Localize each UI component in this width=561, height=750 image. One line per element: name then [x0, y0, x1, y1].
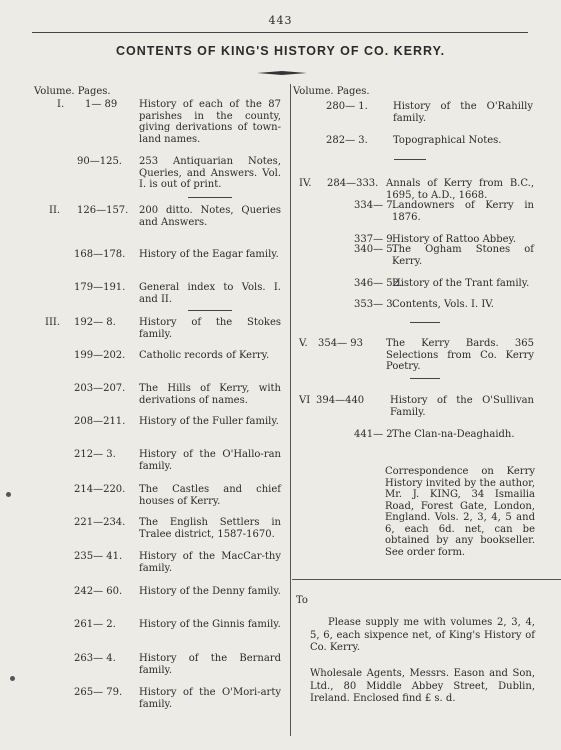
section-divider [394, 159, 426, 160]
entry-description: Annals of Kerry from B.C., 1695, to A.D., 1668. [386, 178, 534, 201]
entry-description: History of the Eagar family. [139, 249, 279, 260]
entry-description: History of the MacCar-thy family. [139, 551, 281, 574]
page-title: CONTENTS OF KING'S HISTORY OF CO. KERRY. [115, 44, 446, 58]
entry-pages: 90—125. [77, 156, 122, 167]
entry-pages: 265— 79. [74, 687, 123, 698]
binding-hole [6, 492, 11, 497]
entry-pages: 126—157. [77, 205, 129, 216]
entry-pages: 394—440 [316, 395, 365, 406]
header-rule [32, 32, 528, 33]
entry-pages: 212— 3. [74, 449, 116, 460]
entry-pages: 235— 41. [74, 551, 123, 562]
page-number: 443 [268, 14, 293, 27]
entry-description: Contents, Vols. I. IV. [392, 299, 494, 310]
right-column-header: Volume. Pages. [293, 86, 370, 97]
entry-description: History of the Ginnis family. [139, 619, 281, 630]
entry-pages: 334— 7. [354, 200, 396, 211]
volume-label: I. [57, 99, 65, 110]
entry-pages: 340— 5. [354, 244, 396, 255]
entry-description: History of the Fuller family. [139, 416, 279, 427]
entry-pages: 284—333. [327, 178, 379, 189]
entry-description: Topographical Notes. [393, 135, 502, 146]
entry-pages: 1— 89 [85, 99, 118, 110]
correspondence-notice: Correspondence on Kerry History invited by the author, Mr. J. KING, 34 Ismailia Road, Forest Gate, London, England. Vols. 2, 3, 4, 5 and 6, each 6d. net, can be obtained by any bookseller. See order form. [385, 466, 535, 558]
entry-description: Catholic records of Kerry. [139, 350, 270, 361]
entry-pages: 203—207. [74, 383, 126, 394]
order-request: Please supply me with volumes 2, 3, 4, 5, 6, each sixpence net, of King's History of Co. Kerry. [310, 617, 535, 653]
section-divider [188, 310, 232, 311]
entry-pages: 261— 2. [74, 619, 116, 630]
section-divider [410, 378, 440, 379]
binding-hole [10, 676, 15, 681]
left-column-header: Volume. Pages. [34, 86, 111, 97]
entry-pages: 208—211. [74, 416, 126, 427]
entry-description: History of the O'Hallo-ran family. [139, 449, 281, 472]
entry-description: The Kerry Bards. 365 Selections from Co. Kerry Poetry. [386, 338, 534, 372]
volume-label: V. [299, 338, 308, 349]
entry-pages: 168—178. [74, 249, 126, 260]
volume-label: III. [45, 317, 61, 328]
order-to-label: To [296, 595, 308, 606]
entry-pages: 242— 60. [74, 586, 123, 597]
entry-description: The Ogham Stones of Kerry. [392, 244, 534, 267]
order-form-rule [292, 579, 561, 580]
entry-description: The Hills of Kerry, with derivations of names. [139, 383, 281, 406]
entry-pages: 221—234. [74, 517, 126, 528]
section-divider [188, 197, 232, 198]
entry-pages: 263— 4. [74, 653, 116, 664]
entry-description: History of Rattoo Abbey. [392, 234, 517, 245]
entry-description: History of the O'Sullivan Family. [390, 395, 534, 418]
entry-description: Landowners of Kerry in 1876. [392, 200, 534, 223]
entry-description: History of the Trant family. [392, 278, 530, 289]
entry-description: History of the O'Mori-arty family. [139, 687, 281, 710]
entry-description: History of the Denny family. [139, 586, 281, 597]
entry-description: History of the Bernard family. [139, 653, 281, 676]
entry-pages: 192— 8. [74, 317, 116, 328]
entry-pages: 337— 9. [354, 234, 396, 245]
column-divider [290, 84, 291, 736]
volume-label: II. [49, 205, 61, 216]
entry-description: History of each of the 87 parishes in the county, giving derivations of town-land names. [139, 99, 281, 145]
entry-description: 253 Antiquarian Notes, Queries, and Answers. Vol. I. is out of print. [139, 156, 281, 190]
entry-pages: 441— 2 [354, 429, 393, 440]
entry-description: The English Settlers in Tralee district, 1587-1670. [139, 517, 281, 540]
entry-pages: 282— 3. [326, 135, 368, 146]
volume-label: VI [299, 395, 311, 406]
entry-pages: 179—191. [74, 282, 126, 293]
entry-pages: 280— 1. [326, 101, 368, 112]
entry-description: The Castles and chief houses of Kerry. [139, 484, 281, 507]
entry-pages: 354— 93 [318, 338, 363, 349]
entry-description: The Clan-na-Deaghaidh. [392, 429, 515, 440]
section-divider [410, 322, 440, 323]
entry-pages: 214—220. [74, 484, 126, 495]
entry-pages: 199—202. [74, 350, 126, 361]
entry-description: History of the Stokes family. [139, 317, 281, 340]
title-ornament [257, 71, 307, 75]
entry-description: History of the O'Rahilly family. [393, 101, 533, 124]
order-agents: Wholesale Agents, Messrs. Eason and Son, Ltd., 80 Middle Abbey Street, Dublin, Ireland. Enclosed find £ s. d. [310, 668, 535, 704]
entry-description: 200 ditto. Notes, Queries and Answers. [139, 205, 281, 228]
entry-description: General index to Vols. I. and II. [139, 282, 281, 305]
volume-label: IV. [299, 178, 312, 189]
entry-pages: 346— 52. [354, 278, 403, 289]
entry-pages: 353— 3. [354, 299, 396, 310]
